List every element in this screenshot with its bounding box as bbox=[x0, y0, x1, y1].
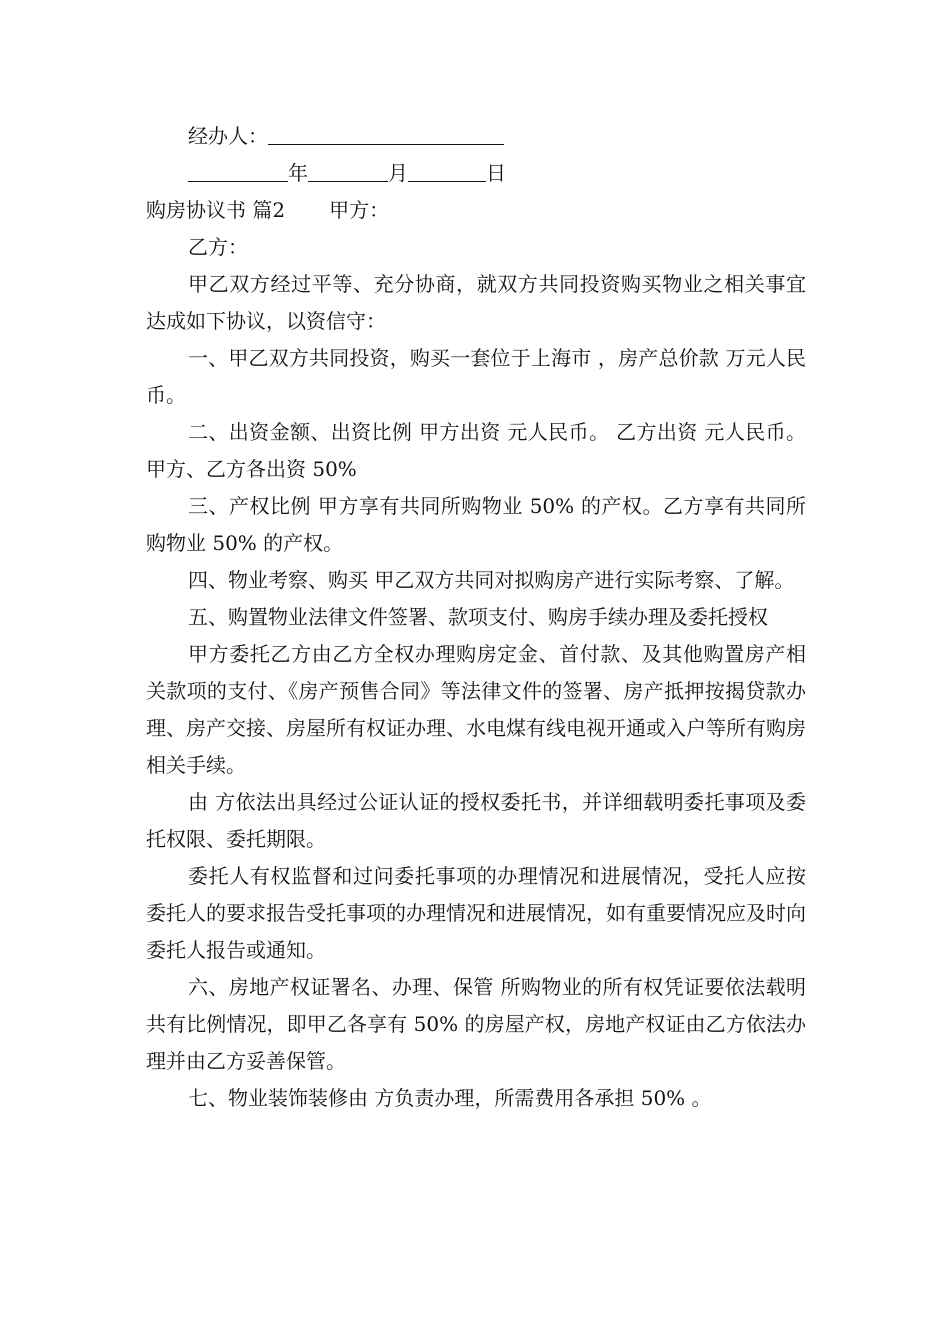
date-line bbox=[146, 155, 806, 192]
handler-line bbox=[146, 118, 806, 155]
year-label: 年 bbox=[288, 161, 308, 185]
document-body bbox=[146, 118, 806, 1117]
day-label: 日 bbox=[486, 161, 506, 185]
paragraph-clause-2: 二、出资金额、出资比例 甲方出资 元人民币。 乙方出资 元人民币。 甲方、乙方各出资 50% bbox=[146, 420, 806, 481]
paragraph-clause-6: 六、房地产权证署名、办理、保管 所购物业的所有权凭证要依法载明共有比例情况，即甲乙各享有 50% 的房屋产权，房地产权证由乙方依法办理并由乙方妥善保管。 bbox=[146, 975, 806, 1073]
paragraph-clause-3: 三、产权比例 甲方享有共同所购物业 50% 的产权。乙方享有共同所购物业 50% 的产权。 bbox=[146, 494, 806, 555]
paragraph-power-of-attorney: 由 方依法出具经过公证认证的授权委托书，并详细载明委托事项及委托权限、委托期限。 bbox=[146, 790, 806, 851]
document-title: 购房协议书 篇2 bbox=[146, 198, 286, 222]
handler-label: 经办人： bbox=[188, 124, 268, 148]
handler-blank[interactable] bbox=[268, 120, 504, 145]
paragraph-clause-1: 一、甲乙双方共同投资，购买一套位于上海市 ，房产总价款 万元人民币。 bbox=[146, 346, 806, 407]
party-b-label: 乙方： bbox=[188, 235, 248, 259]
party-a-label: 甲方： bbox=[329, 198, 390, 222]
month-label: 月 bbox=[388, 161, 408, 185]
paragraph-supervision: 委托人有权监督和过问委托事项的办理情况和进展情况，受托人应按委托人的要求报告受托事项的办理情况和进展情况，如有重要情况应及时向委托人报告或通知。 bbox=[146, 864, 806, 962]
day-blank[interactable] bbox=[408, 157, 486, 182]
month-blank[interactable] bbox=[308, 157, 388, 182]
paragraph-clause-5: 五、购置物业法律文件签署、款项支付、购房手续办理及委托授权 bbox=[188, 605, 768, 629]
paragraph-preamble: 甲乙双方经过平等、充分协商，就双方共同投资购买物业之相关事宜达成如下协议，以资信守： bbox=[146, 272, 806, 333]
paragraph-entrustment: 甲方委托乙方由乙方全权办理购房定金、首付款、及其他购置房产相关款项的支付、《房产预售合同》等法律文件的签署、房产抵押按揭贷款办理、房产交接、房屋所有权证办理、水电煤有线电视开通或入户等所有购房相关手续。 bbox=[146, 642, 806, 777]
year-blank[interactable] bbox=[188, 157, 288, 182]
agreement-heading bbox=[146, 192, 806, 229]
paragraph-clause-4: 四、物业考察、购买 甲乙双方共同对拟购房产进行实际考察、了解。 bbox=[188, 568, 795, 592]
paragraph-clause-7: 七、物业装饰装修由 方负责办理，所需费用各承担 50% 。 bbox=[188, 1086, 712, 1110]
